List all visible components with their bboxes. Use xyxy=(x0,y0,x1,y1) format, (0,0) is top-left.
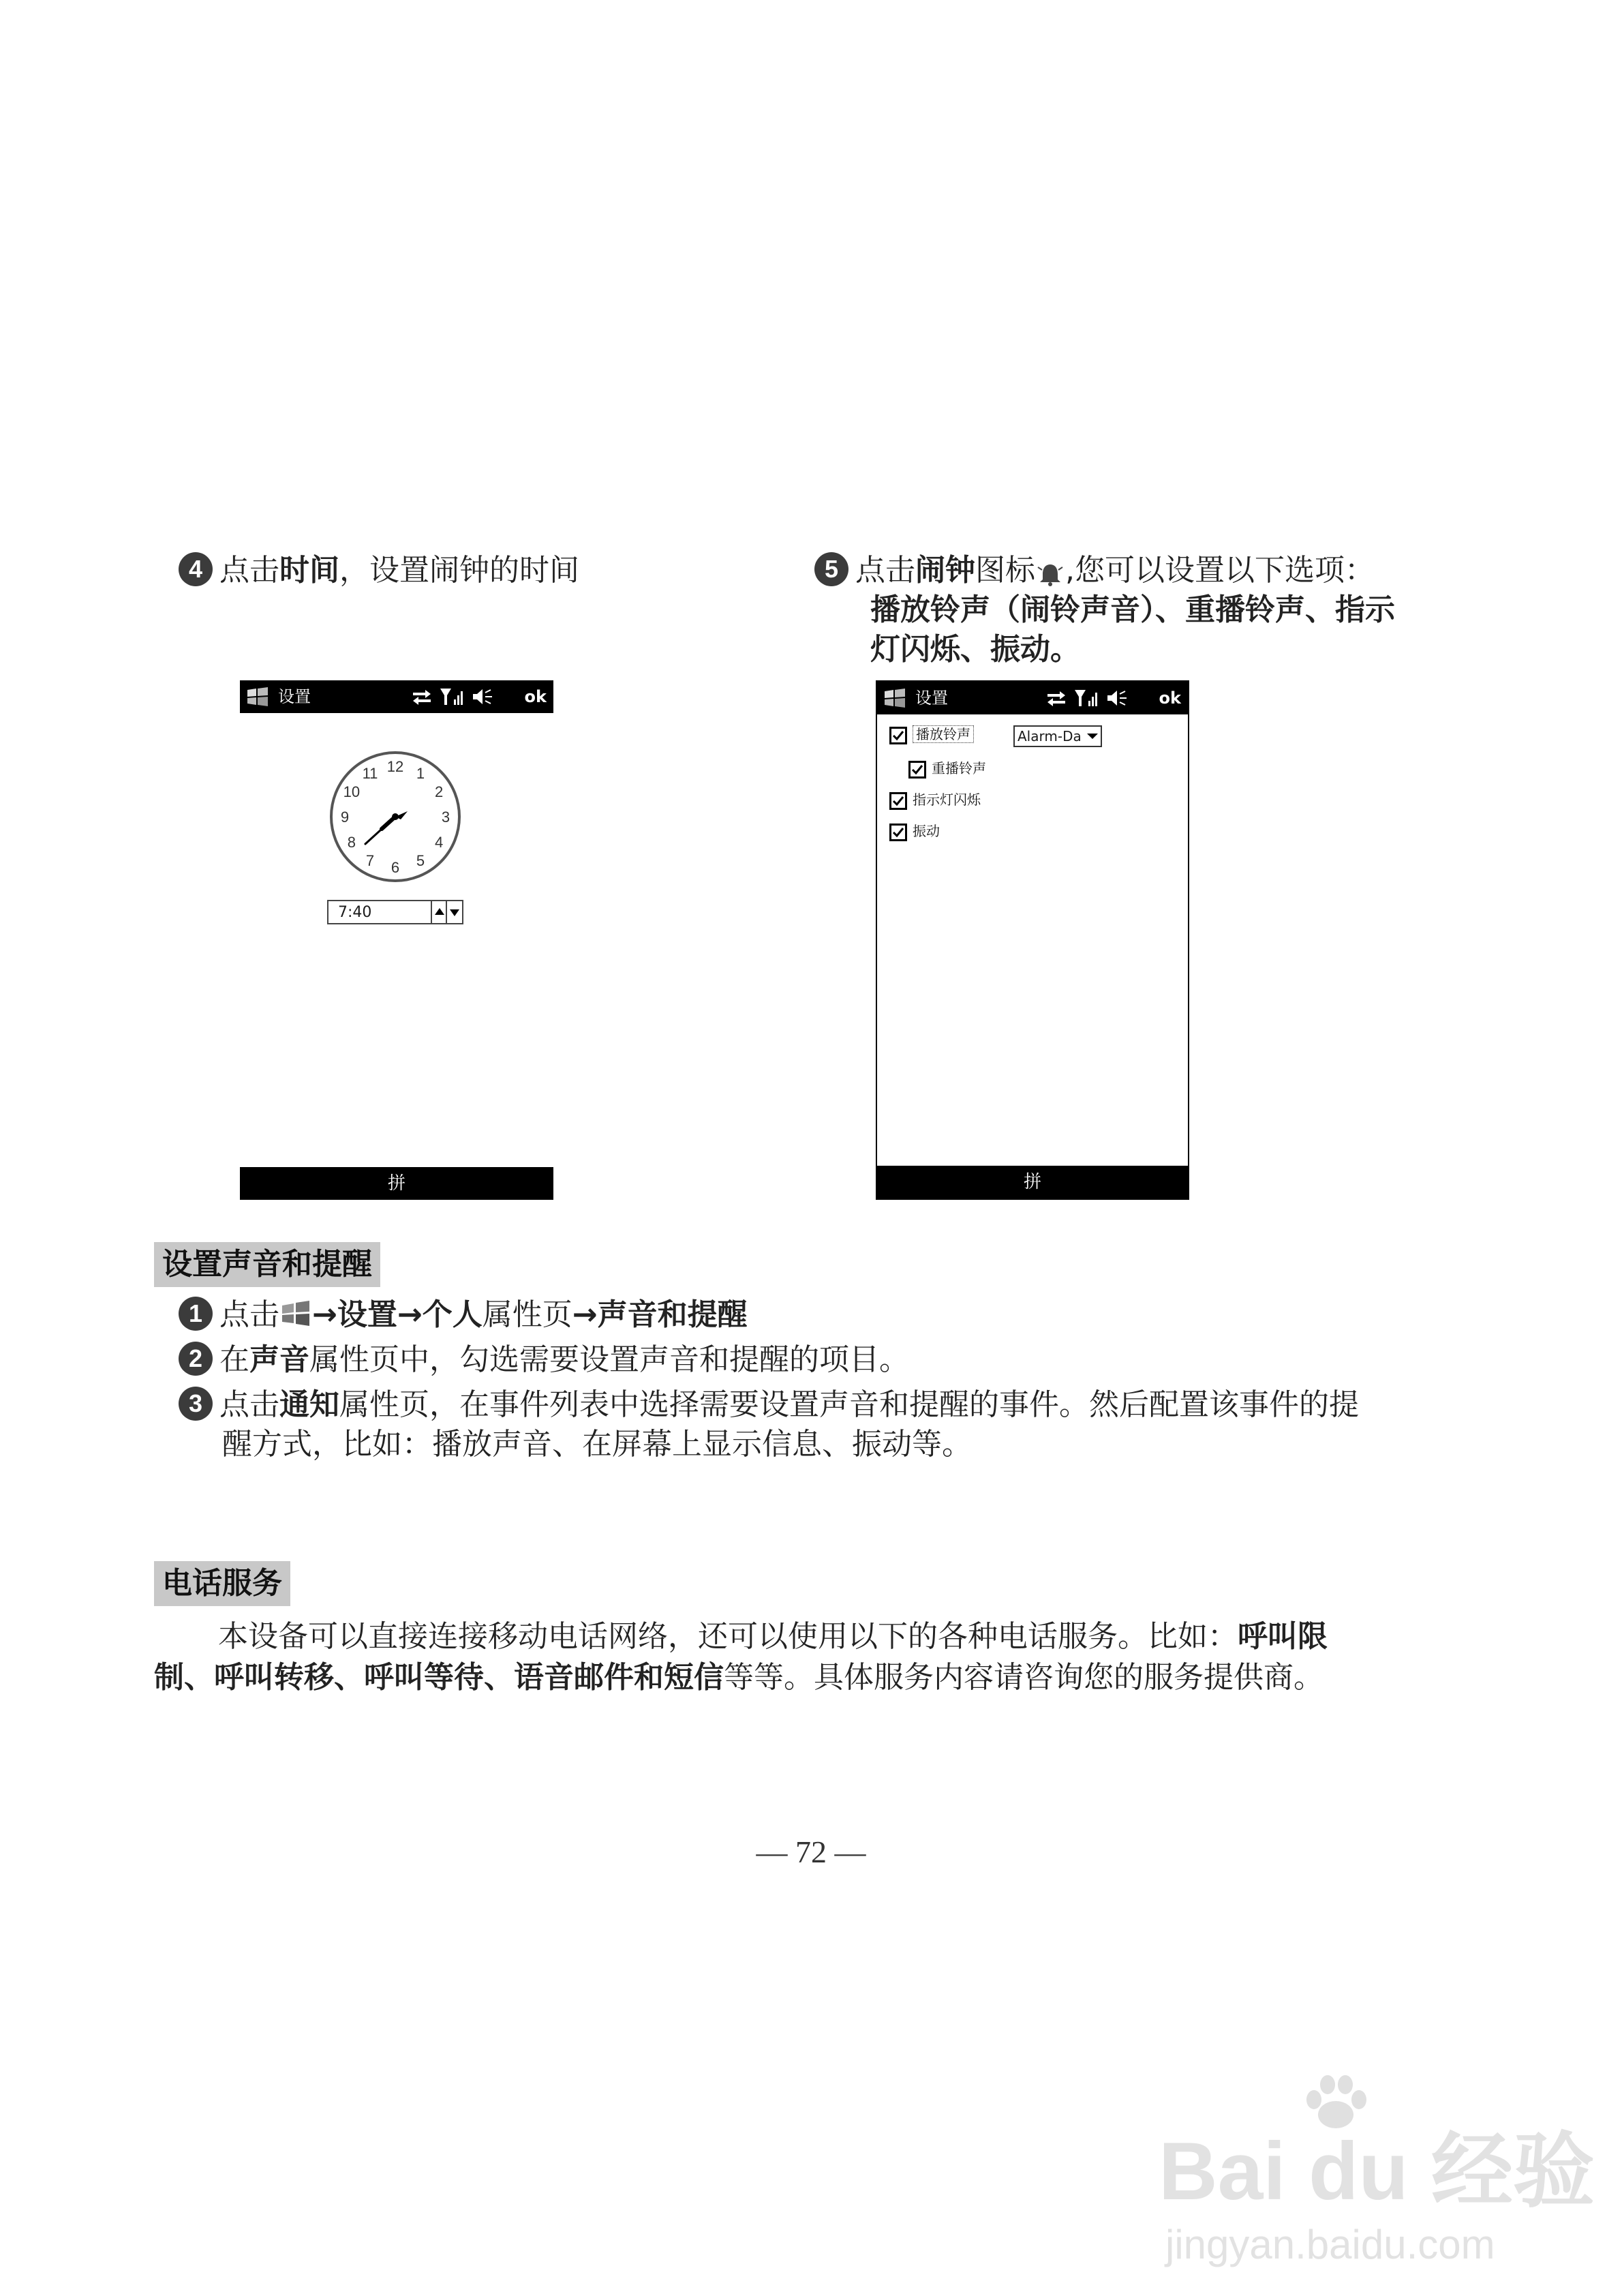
item-1-settings: 设置 xyxy=(337,1297,397,1332)
step-number-badge: 2 xyxy=(179,1342,213,1376)
step-4 xyxy=(179,551,579,590)
step-4-post: ，设置闹钟的时间 xyxy=(339,553,579,588)
alarm-sound-value: Alarm-Da xyxy=(1017,728,1082,744)
item-3-pre: 点击 xyxy=(219,1387,279,1422)
phone-line1-text: 本设备可以直接连接移动电话网络，还可以使用以下的各种电话服务。比如： xyxy=(218,1619,1238,1654)
watermark-url: jingyan.baidu.com xyxy=(1165,2222,1495,2267)
step-5-pre: 点击 xyxy=(855,553,915,588)
item-2-pre: 在 xyxy=(219,1342,249,1377)
clock-numeral: 8 xyxy=(347,834,356,851)
time-value: 7:40 xyxy=(338,904,372,921)
time-down-button[interactable] xyxy=(446,901,462,923)
clock-numeral: 3 xyxy=(441,809,450,826)
repeat-sound-option[interactable] xyxy=(908,758,986,779)
clock-numeral: 9 xyxy=(340,809,350,826)
sound-item-3 xyxy=(179,1385,1359,1425)
sound-item-1 xyxy=(179,1295,748,1335)
status-icons xyxy=(410,686,512,708)
step-4-bold: 时间 xyxy=(279,553,339,588)
page-number: — 72 — xyxy=(756,1834,866,1869)
softkey-bar xyxy=(877,1166,1188,1198)
input-method-softkey[interactable]: 拼 xyxy=(1023,1172,1041,1192)
step-5-line2: 播放铃声（闹铃声音）、重播铃声、指示 xyxy=(870,592,1395,627)
clock-numeral: 6 xyxy=(391,859,400,876)
vibrate-label: 振动 xyxy=(913,823,940,839)
step-number-badge: 4 xyxy=(179,552,213,586)
alarm-options-screen xyxy=(876,680,1189,1200)
phone-para-line2 xyxy=(154,1658,1323,1697)
windows-start-icon[interactable] xyxy=(245,686,270,708)
item-1-personal: 个人 xyxy=(422,1297,483,1332)
screen-title: 设置 xyxy=(915,689,948,708)
clock-settings-screen xyxy=(240,680,553,1200)
step-number-badge: 1 xyxy=(179,1297,213,1331)
clock-numeral: 11 xyxy=(362,764,378,782)
item-1-tab: 属性页 xyxy=(482,1297,572,1332)
title-bar xyxy=(877,682,1188,714)
sound-item-2 xyxy=(179,1340,909,1380)
flash-light-checkbox[interactable] xyxy=(889,792,907,810)
step-4-pre: 点击 xyxy=(219,553,279,588)
item-1-sound: 声音和提醒 xyxy=(597,1297,748,1332)
arrow-1: → xyxy=(312,1297,337,1332)
step-5-line3: 灯闪烁、振动。 xyxy=(870,632,1080,667)
repeat-sound-checkbox[interactable] xyxy=(908,761,926,779)
time-up-button[interactable] xyxy=(431,901,447,923)
arrow-3: → xyxy=(572,1297,598,1332)
phone-line2-text: 等等。具体服务内容请咨询您的服务提供商。 xyxy=(724,1660,1323,1695)
step-number-badge: 5 xyxy=(814,552,848,586)
alarm-bell-icon xyxy=(1035,558,1065,586)
section-heading-phone: 电话服务 xyxy=(154,1561,290,1606)
windows-start-icon[interactable] xyxy=(883,687,907,709)
clock-numeral: 2 xyxy=(434,783,444,800)
paw-icon xyxy=(1295,2072,1377,2134)
softkey-bar xyxy=(240,1167,553,1200)
step-5-mid: 图标 xyxy=(975,553,1035,588)
clock-numeral: 5 xyxy=(416,852,425,870)
play-sound-checkbox[interactable] xyxy=(889,727,907,744)
screen-title: 设置 xyxy=(278,687,311,706)
clock-numeral: 10 xyxy=(343,783,361,800)
vibrate-checkbox[interactable] xyxy=(889,824,907,841)
baidu-watermark xyxy=(1159,2072,1595,2270)
title-bar xyxy=(240,680,553,713)
sound-item-3-line2: 醒方式，比如：播放声音、在屏幕上显示信息、振动等。 xyxy=(222,1427,972,1462)
ok-button[interactable]: ok xyxy=(1159,689,1181,708)
item-2-post: 属性页中，勾选需要设置声音和提醒的项目。 xyxy=(309,1342,909,1377)
step-number-badge: 3 xyxy=(179,1387,213,1421)
step-5-bold: 闹钟 xyxy=(915,553,975,588)
phone-para-line1 xyxy=(218,1617,1328,1657)
vibrate-option[interactable] xyxy=(889,821,940,841)
play-sound-option[interactable] xyxy=(889,724,974,744)
input-method-softkey[interactable]: 拼 xyxy=(387,1173,406,1194)
ok-button[interactable]: ok xyxy=(524,687,547,706)
clock-numeral: 4 xyxy=(434,834,444,851)
phone-line1-bold: 呼叫限 xyxy=(1238,1619,1328,1654)
step-5 xyxy=(814,551,1375,590)
watermark-brand: Bai du 经验 xyxy=(1159,2126,1595,2217)
clock-numeral: 7 xyxy=(365,852,375,870)
status-icons xyxy=(1045,687,1147,709)
analog-clock[interactable] xyxy=(327,749,463,885)
item-1-pre: 点击 xyxy=(219,1297,279,1332)
section-heading-sound: 设置声音和提醒 xyxy=(154,1242,380,1287)
item-3-bold: 通知 xyxy=(279,1387,339,1422)
windows-start-icon xyxy=(279,1299,312,1329)
arrow-2: → xyxy=(397,1297,423,1332)
time-input[interactable] xyxy=(327,900,463,924)
item-2-bold: 声音 xyxy=(249,1342,309,1377)
clock-numeral: 12 xyxy=(386,758,404,775)
clock-numeral: 1 xyxy=(416,764,425,782)
item-3-post: 属性页，在事件列表中选择需要设置声音和提醒的事件。然后配置该事件的提 xyxy=(339,1387,1359,1422)
chevron-down-icon xyxy=(1084,727,1101,746)
play-sound-label: 播放铃声 xyxy=(913,725,974,743)
flash-light-option[interactable] xyxy=(889,789,981,810)
flash-light-label: 指示灯闪烁 xyxy=(913,791,981,808)
alarm-sound-select[interactable] xyxy=(1013,725,1102,747)
phone-line2-bold: 制、呼叫转移、呼叫等待、语音邮件和短信 xyxy=(154,1660,724,1695)
step-5-post: ,您可以设置以下选项： xyxy=(1065,553,1375,588)
repeat-sound-label: 重播铃声 xyxy=(932,760,986,776)
